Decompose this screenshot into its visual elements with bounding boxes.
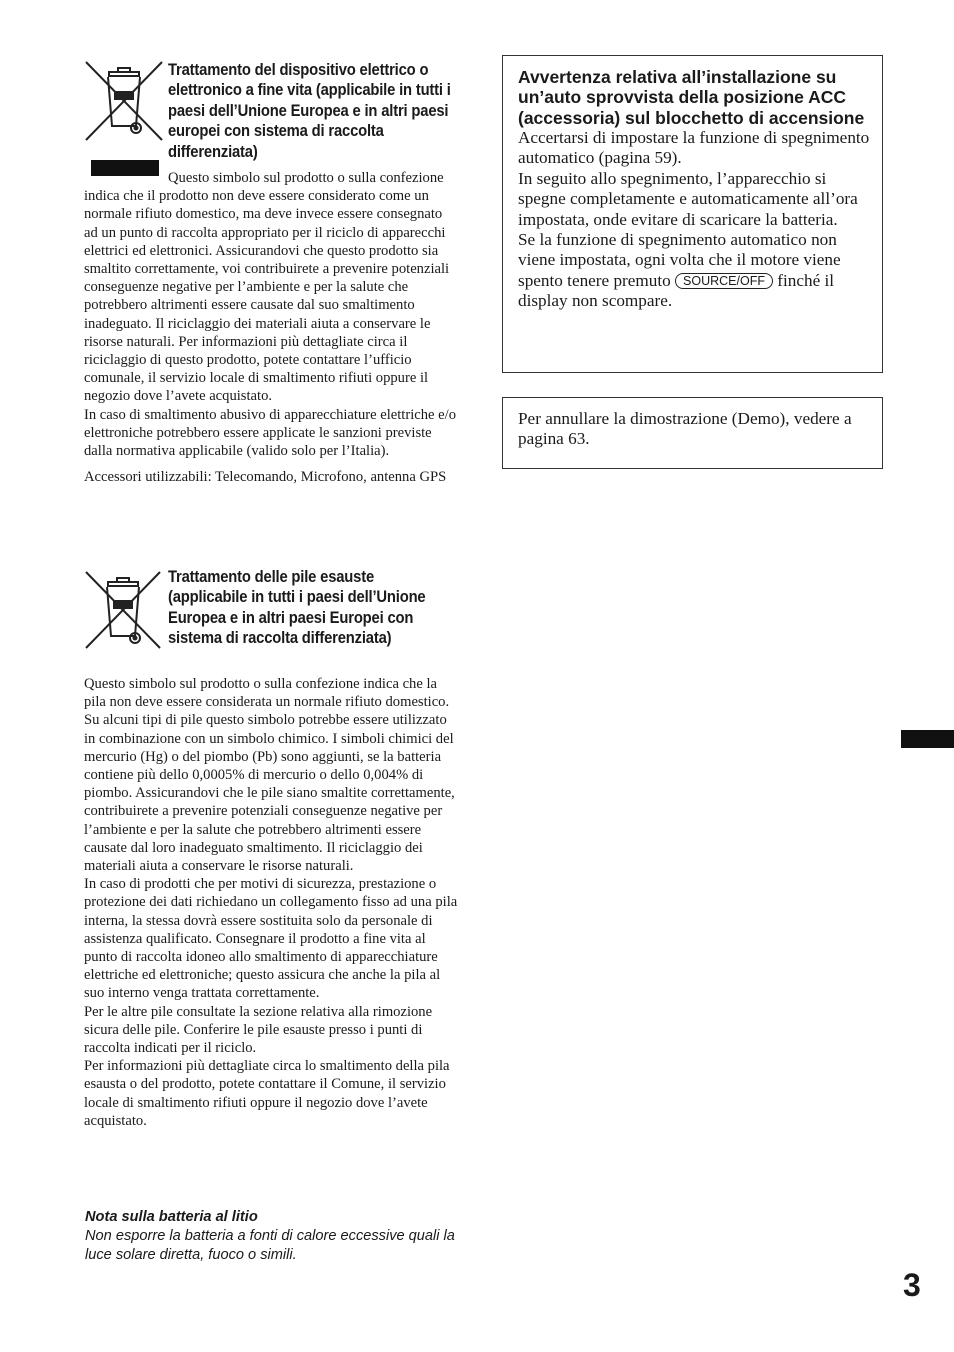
accessories-text: Accessori utilizzabili: Telecomando, Microfono, antenna GPS (84, 469, 447, 486)
page-number: 3 (903, 1267, 921, 1303)
warning-heading: Avvertenza relativa all’installazione su un’auto sprovvista della posizione ACC (accessoria) sul blocchetto di accensione (518, 67, 865, 128)
warning-box (502, 55, 883, 373)
battery-paragraph-1: Questo simbolo sul prodotto o sulla confezione indica che la pila non deve essere considerata un normale rifiuto domestico. Su alcuni tipi di pile questo simbolo potrebbe essere utilizzato in combinazione con un simbolo chimico. I simboli chimici del mercurio (Hg) o del piombo (Pb) sono aggiunti, se la batteria contiene più dello 0,0005% di mercurio o dello 0,004% di piombo. Assicurandovi che le pile siano smaltite correttamente, contribuirete a prevenire potenziali conseguenze negative per l’ambiente e per la salute che potrebbero altrimenti essere causate dal loro inadeguato smaltimento. Il riciclaggio dei materiali aiuta a conservare le risorse naturali. (84, 676, 455, 875)
weee-heading: Trattamento del dispositivo elettrico o elettronico a fine vita (applicabile in tutti i paesi dell’Unione Europea e in altri paesi europei con sistema di raccolta differenziata) (168, 60, 451, 161)
battery-bin-icon (84, 570, 164, 652)
warning-text (518, 128, 870, 312)
warning-line-1: Accertarsi di impostare la funzione di spegnimento automatico (pagina 59). (518, 127, 870, 168)
warning-line-3 (518, 230, 870, 312)
weee-bin-icon (84, 60, 164, 142)
section-tab-marker (901, 730, 954, 748)
battery-heading: Trattamento delle pile esauste (applicabile in tutti i paesi dell’Unione Europea e in altri paesi Europei con sistema di raccolta differenziata) (168, 567, 426, 648)
demo-text: Per annullare la dimostrazione (Demo), vedere a pagina 63. (518, 409, 852, 449)
note-text: Non esporre la batteria a fonti di calore eccessive quali la luce solare diretta, fuoco o simili. (85, 1228, 455, 1263)
weee-paragraph-1: Questo simbolo sul prodotto o sulla confezione indica che il prodotto non deve essere considerato come un normale rifiuto domestico, ma deve invece essere consegnato ad un punto di raccolta appropriato per il riciclo di apparecchi elettrici ed elettronici. Assicurandovi che questo prodotto sia smaltito correttamente, voi contribuirete a prevenire potenziali conseguenze negative per l’ambiente e per la salute che potrebbero altrimenti essere causate dal suo smaltimento inadeguato. Il riciclaggio dei materiali aiuta a conservare le risorse naturali. Per informazioni più dettagliate circa il riciclaggio di questo prodotto, potete contattare l’ufficio comunale, il servizio locale di smaltimento rifiuti oppure il negozio dove l’avete acquistato. (84, 170, 450, 405)
weee-body (84, 169, 458, 486)
warning-line-3-before: Se la funzione di spegnimento automatico non viene impostata, ogni volta che il motore viene spento tenere premuto (518, 229, 841, 290)
battery-body (84, 675, 460, 1130)
weee-paragraph-2: In caso di smaltimento abusivo di apparecchiature elettriche e/o elettroniche potrebbero essere applicate le sanzioni previste dalla normativa applicabile (valido solo per l’Italia). (84, 406, 456, 460)
warning-line-2: In seguito allo spegnimento, l’apparecchio si spegne completamente e automaticamente all’ora impostata, onde evitare di scaricare la batteria. (518, 168, 858, 229)
warning-line-3-after: finché il display non scompare. (518, 270, 835, 311)
battery-paragraph-3: Per le altre pile consultate la sezione relativa alla rimozione sicura delle pile. Conferire le pile esauste presso i punti di raccolta indicati per il riciclo. (84, 1003, 433, 1057)
source-off-key: SOURCE/OFF (675, 273, 773, 289)
lithium-note (85, 1208, 455, 1265)
note-title: Nota sulla batteria al litio (85, 1209, 258, 1225)
demo-box (502, 397, 883, 469)
battery-paragraph-2: In caso di prodotti che per motivi di sicurezza, prestazione o protezione dei dati richiedano un collegamento fisso ad una pila interna, la stessa dovrà essere sostituita solo da personale di assistenza qualificato. Consegnare il prodotto a fine vita al punto di raccolta idoneo allo smaltimento di apparecchiature elettriche ed elettroniche; questo assicura che anche la pila al suo interno venga trattata correttamente. (84, 876, 458, 1002)
battery-paragraph-4: Per informazioni più dettagliate circa lo smaltimento della pila esausta o del prodotto, potete contattare il Comune, il servizio locale di smaltimento rifiuti oppure il negozio dove l’avete acquistato. (84, 1058, 450, 1129)
